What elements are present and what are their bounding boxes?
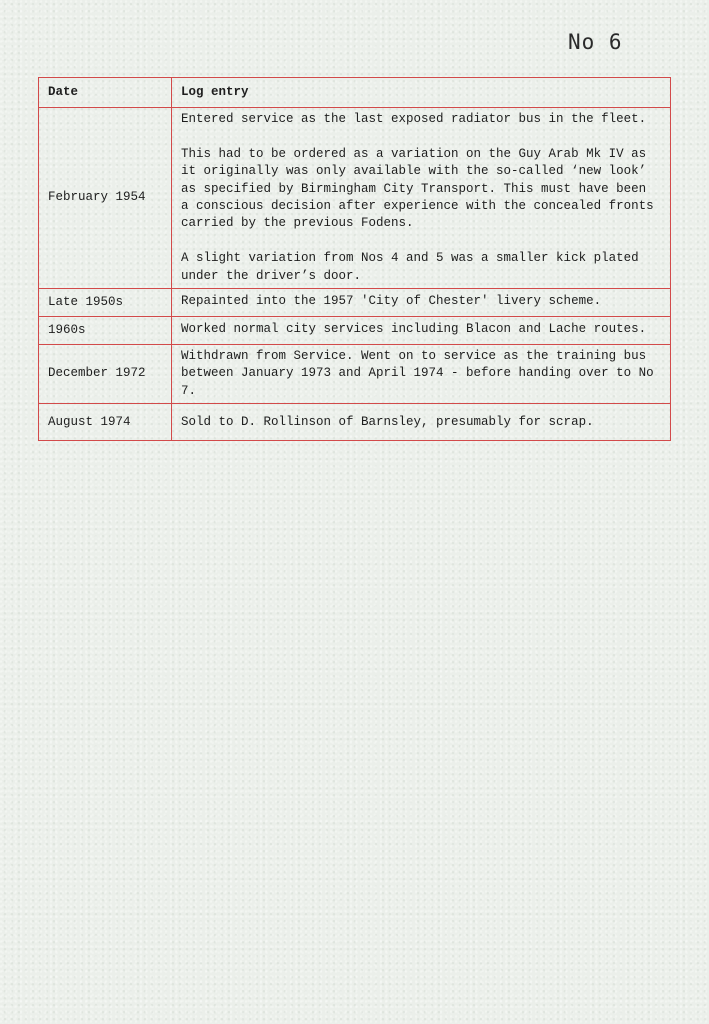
date-cell: August 1974 bbox=[39, 404, 172, 441]
log-entry-paragraph: This had to be ordered as a variation on the Guy Arab Mk IV as it originally was only available with the so-called ‘new look’ as specified by Birmingham City Transport. This must have been a conscious decision after experience with the concealed fronts carried by the previous Fodens. bbox=[181, 146, 654, 231]
table-row bbox=[39, 317, 671, 345]
log-entry-cell bbox=[172, 108, 671, 289]
date-cell: 1960s bbox=[39, 317, 172, 345]
log-table bbox=[38, 77, 671, 441]
table-row bbox=[39, 108, 671, 289]
date-cell: Late 1950s bbox=[39, 289, 172, 317]
log-entry-cell bbox=[172, 317, 671, 345]
header-log-entry: Log entry bbox=[172, 78, 671, 108]
date-cell: December 1972 bbox=[39, 345, 172, 404]
table-row bbox=[39, 404, 671, 441]
log-entry-paragraph: Entered service as the last exposed radiator bus in the fleet. bbox=[181, 112, 647, 126]
log-entry-paragraph: Withdrawn from Service. Went on to service as the training bus between January 1973 and April 1974 - before handing over to No 7. bbox=[181, 349, 654, 398]
log-entry-paragraph: A slight variation from Nos 4 and 5 was a smaller kick plated under the driver’s door. bbox=[181, 251, 639, 283]
log-entry-paragraph: Repainted into the 1957 'City of Chester' livery scheme. bbox=[181, 294, 602, 309]
page-number: No 6 bbox=[568, 30, 623, 54]
log-entry-cell bbox=[172, 404, 671, 441]
table-header-row bbox=[39, 78, 671, 108]
log-entry-paragraph: Sold to D. Rollinson of Barnsley, presumably for scrap. bbox=[181, 414, 594, 429]
date-cell: February 1954 bbox=[39, 108, 172, 289]
header-date: Date bbox=[39, 78, 172, 108]
log-entry-cell bbox=[172, 345, 671, 404]
log-entry-cell bbox=[172, 289, 671, 317]
log-entry-paragraph: Worked normal city services including Blacon and Lache routes. bbox=[181, 322, 647, 337]
table-row bbox=[39, 345, 671, 404]
table-row bbox=[39, 289, 671, 317]
